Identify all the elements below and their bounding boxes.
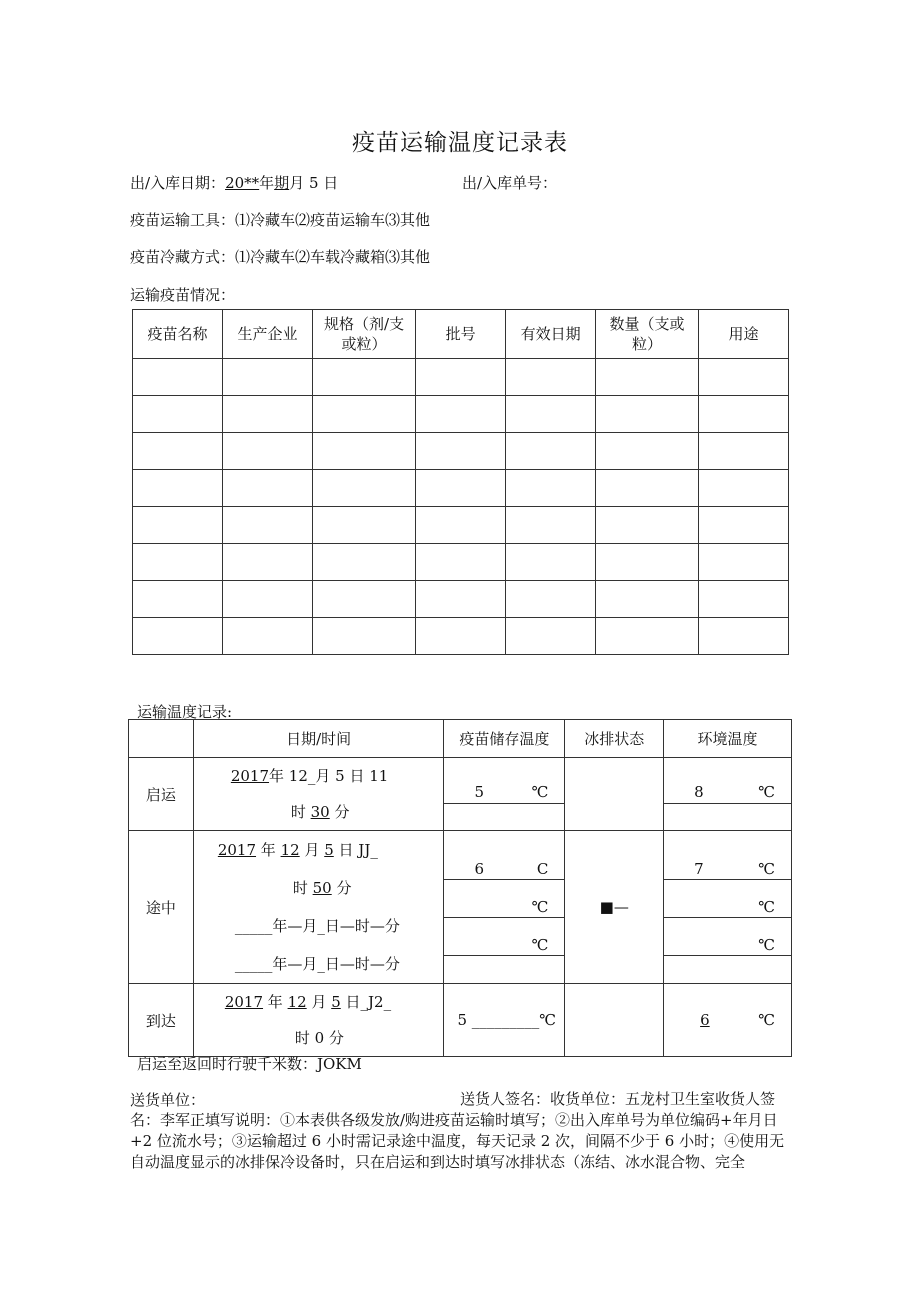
- midway-vaccine-temp-2-unit: ℃: [531, 897, 549, 916]
- temp-table-header: [129, 720, 792, 758]
- table-cell: [698, 433, 788, 470]
- table-cell: [313, 396, 416, 433]
- table-cell: [596, 544, 699, 581]
- header-vaccine-name: 疫苗名称: [133, 310, 223, 359]
- table-cell: [133, 470, 223, 507]
- inout-date-rest: 月 5 日: [289, 174, 339, 192]
- table-cell: [506, 581, 596, 618]
- table-cell: [506, 359, 596, 396]
- inout-order-label: 出/入库单号：: [462, 174, 558, 192]
- page-title: 疫苗运输温度记录表: [352, 130, 568, 156]
- table-cell: [223, 359, 313, 396]
- arrival-env-temp-unit: ℃: [758, 1011, 775, 1029]
- table-cell: [698, 359, 788, 396]
- start-time-line: [231, 794, 444, 830]
- arrival-d-suffix: 日_J2_: [340, 993, 392, 1011]
- inout-date-year-suffix: 年: [259, 174, 275, 192]
- vaccine-table: [132, 309, 789, 655]
- table-cell: [313, 433, 416, 470]
- table-cell: [223, 470, 313, 507]
- table-cell: [416, 359, 506, 396]
- start-time-prefix: 时: [290, 803, 311, 821]
- shipper-label: 送货单位：: [130, 1091, 206, 1109]
- table-cell: [223, 433, 313, 470]
- start-env-temp-value: 8: [694, 782, 704, 801]
- midway-date-line: [218, 831, 444, 869]
- table-cell: [313, 470, 416, 507]
- table-cell: [133, 544, 223, 581]
- table-cell: [223, 507, 313, 544]
- table-cell: [416, 396, 506, 433]
- header-usage: 用途: [698, 310, 788, 359]
- header-expiry: 有效日期: [506, 310, 596, 359]
- midway-blank-line-1: _____年—月_日—时—分: [234, 917, 400, 935]
- cold-method-line: 疫苗冷藏方式：⑴冷藏车⑵车载冷藏箱⑶其他: [130, 248, 431, 266]
- temperature-table: [128, 719, 792, 1057]
- start-datetime: [193, 758, 444, 831]
- table-row: [133, 581, 789, 618]
- table-cell: [596, 618, 699, 655]
- start-env-temp-unit: ℃: [758, 782, 775, 801]
- inout-date-label: 出/入库日期：: [130, 174, 226, 192]
- midway-vaccine-temp-2: [444, 879, 565, 917]
- midway-m-suffix: 月: [299, 841, 325, 859]
- table-cell: [596, 470, 699, 507]
- table-cell: [416, 433, 506, 470]
- mileage-line: 启运至返回时行驶千米数：JOKM: [137, 1055, 362, 1073]
- start-time-suffix: 分: [329, 803, 350, 821]
- start-vaccine-temp: [444, 758, 565, 804]
- table-cell: [506, 433, 596, 470]
- table-row: [133, 507, 789, 544]
- start-date-line: [231, 758, 444, 794]
- header-env-temp: 环境温度: [664, 720, 792, 758]
- table-cell: [133, 433, 223, 470]
- header-vaccine-temp: 疫苗储存温度: [444, 720, 565, 758]
- temp-section-label: 运输温度记录:: [137, 703, 233, 721]
- midway-month: 12: [280, 841, 300, 859]
- table-cell: [698, 544, 788, 581]
- inout-date-line: [130, 172, 338, 193]
- arrival-day: 5: [331, 993, 341, 1011]
- arrival-env-temp: [664, 984, 792, 1057]
- table-cell: [133, 618, 223, 655]
- header-blank: [129, 720, 194, 758]
- vaccine-table-header: [133, 310, 789, 359]
- table-cell: [416, 581, 506, 618]
- midway-datetime: [193, 831, 444, 984]
- arrival-month: 12: [287, 993, 307, 1011]
- arrival-row: [129, 984, 792, 1057]
- table-cell: [133, 359, 223, 396]
- table-row: [133, 544, 789, 581]
- midway-year: 2017: [217, 841, 257, 859]
- table-row: [133, 618, 789, 655]
- midway-env-temp-blank: [664, 955, 792, 984]
- start-minute: 30: [310, 803, 330, 821]
- table-cell: [313, 507, 416, 544]
- arrival-vaccine-temp: 5 _________℃: [444, 984, 565, 1057]
- table-cell: [506, 396, 596, 433]
- table-cell: [416, 470, 506, 507]
- inout-date-year: 20**: [225, 174, 260, 192]
- arrival-y-suffix: 年: [263, 993, 288, 1011]
- midway-row: [129, 831, 792, 880]
- start-env-temp: [664, 758, 792, 804]
- table-cell: [313, 359, 416, 396]
- start-vaccine-temp-unit: ℃: [531, 782, 549, 801]
- table-cell: [133, 581, 223, 618]
- table-cell: [506, 507, 596, 544]
- header-spec: 规格（剂/支或粒）: [313, 310, 416, 359]
- header-manufacturer: 生产企业: [223, 310, 313, 359]
- arrival-date-line: [225, 984, 444, 1020]
- midway-ice-status: ■—: [565, 831, 664, 984]
- midway-env-temp-3: [664, 917, 792, 955]
- midway-d-suffix: 日 JJ_: [333, 841, 378, 859]
- arrival-ice-status: [565, 984, 664, 1057]
- transport-tool-line: 疫苗运输工具：⑴冷藏车⑵疫苗运输车⑶其他: [130, 211, 431, 229]
- table-cell: [223, 396, 313, 433]
- table-cell: [506, 618, 596, 655]
- table-cell: [596, 396, 699, 433]
- table-cell: [313, 581, 416, 618]
- header-datetime: 日期/时间: [193, 720, 444, 758]
- arrival-year: 2017: [224, 993, 264, 1011]
- table-cell: [596, 581, 699, 618]
- table-row: [133, 359, 789, 396]
- table-cell: [133, 396, 223, 433]
- midway-time-prefix: 时: [292, 879, 313, 897]
- start-label: 启运: [129, 758, 194, 831]
- table-cell: [698, 507, 788, 544]
- midway-minute: 50: [312, 879, 332, 897]
- start-vaccine-temp-value: 5: [474, 782, 484, 801]
- table-cell: [313, 618, 416, 655]
- table-cell: [416, 618, 506, 655]
- table-cell: [133, 507, 223, 544]
- header-batch: 批号: [416, 310, 506, 359]
- table-cell: [416, 507, 506, 544]
- table-cell: [506, 470, 596, 507]
- arrival-m-suffix: 月: [306, 993, 332, 1011]
- midway-vaccine-temp-1-unit: C: [536, 859, 549, 878]
- midway-day: 5: [324, 841, 334, 859]
- midway-label: 途中: [129, 831, 194, 984]
- midway-vaccine-temp-blank: [444, 955, 565, 984]
- start-env-temp-blank: [664, 803, 792, 830]
- midway-y-suffix: 年: [256, 841, 281, 859]
- inout-date-month: 期: [274, 174, 290, 192]
- table-cell: [223, 581, 313, 618]
- table-cell: [698, 470, 788, 507]
- table-cell: [223, 544, 313, 581]
- midway-env-temp-1: [664, 831, 792, 880]
- start-vaccine-temp-blank: [444, 803, 565, 830]
- start-year: 2017: [230, 767, 270, 785]
- header-quantity: 数量（支或粒）: [596, 310, 699, 359]
- start-date-rest: 年 12_月 5 日 11: [269, 767, 389, 785]
- table-cell: [698, 618, 788, 655]
- table-cell: [416, 544, 506, 581]
- midway-vaccine-temp-3-unit: ℃: [531, 935, 549, 954]
- header-ice-status: 冰排状态: [565, 720, 664, 758]
- midway-vaccine-temp-3: [444, 917, 565, 955]
- midway-time-suffix: 分: [331, 879, 352, 897]
- table-cell: [506, 544, 596, 581]
- vaccine-section-label: 运输疫苗情况：: [130, 286, 236, 304]
- start-row: [129, 758, 792, 804]
- table-cell: [223, 618, 313, 655]
- midway-env-temp-1-value: 7: [694, 859, 704, 878]
- arrival-label: 到达: [129, 984, 194, 1057]
- midway-vaccine-temp-1-value: 6: [474, 859, 484, 878]
- table-cell: [596, 359, 699, 396]
- table-cell: [698, 581, 788, 618]
- instructions-text: 送货人签名：收货单位：五龙村卫生室收货人签名：李军正填写说明：①本表供各级发放/购进疫苗运输时填写；②出入库单号为单位编码+年月日+2 位流水号；③运输超过 6 小时需记录途中温度，每天记录 2 次，间隔不少于 6 小时；④使用无自动温度显示的冰排保冷设备时，只在启运和到达时填写冰排状态（冻结、冰水混合物、完全: [130, 1090, 785, 1171]
- midway-env-temp-3-unit: ℃: [758, 935, 775, 954]
- arrival-env-temp-value: 6: [700, 1011, 710, 1029]
- midway-env-temp-2-unit: ℃: [758, 897, 775, 916]
- midway-env-temp-1-unit: ℃: [758, 859, 775, 878]
- table-cell: [596, 433, 699, 470]
- midway-vaccine-temp-1: [444, 831, 565, 880]
- midway-blank-line-2: _____年—月_日—时—分: [234, 955, 400, 973]
- table-cell: [313, 544, 416, 581]
- start-ice-status: [565, 758, 664, 831]
- table-cell: [596, 507, 699, 544]
- midway-time-line: [218, 869, 444, 907]
- table-cell: [698, 396, 788, 433]
- table-row: [133, 396, 789, 433]
- arrival-datetime: [193, 984, 444, 1057]
- midway-env-temp-2: [664, 879, 792, 917]
- arrival-time-line: 时 0 分: [294, 1029, 344, 1047]
- table-row: [133, 433, 789, 470]
- table-row: [133, 470, 789, 507]
